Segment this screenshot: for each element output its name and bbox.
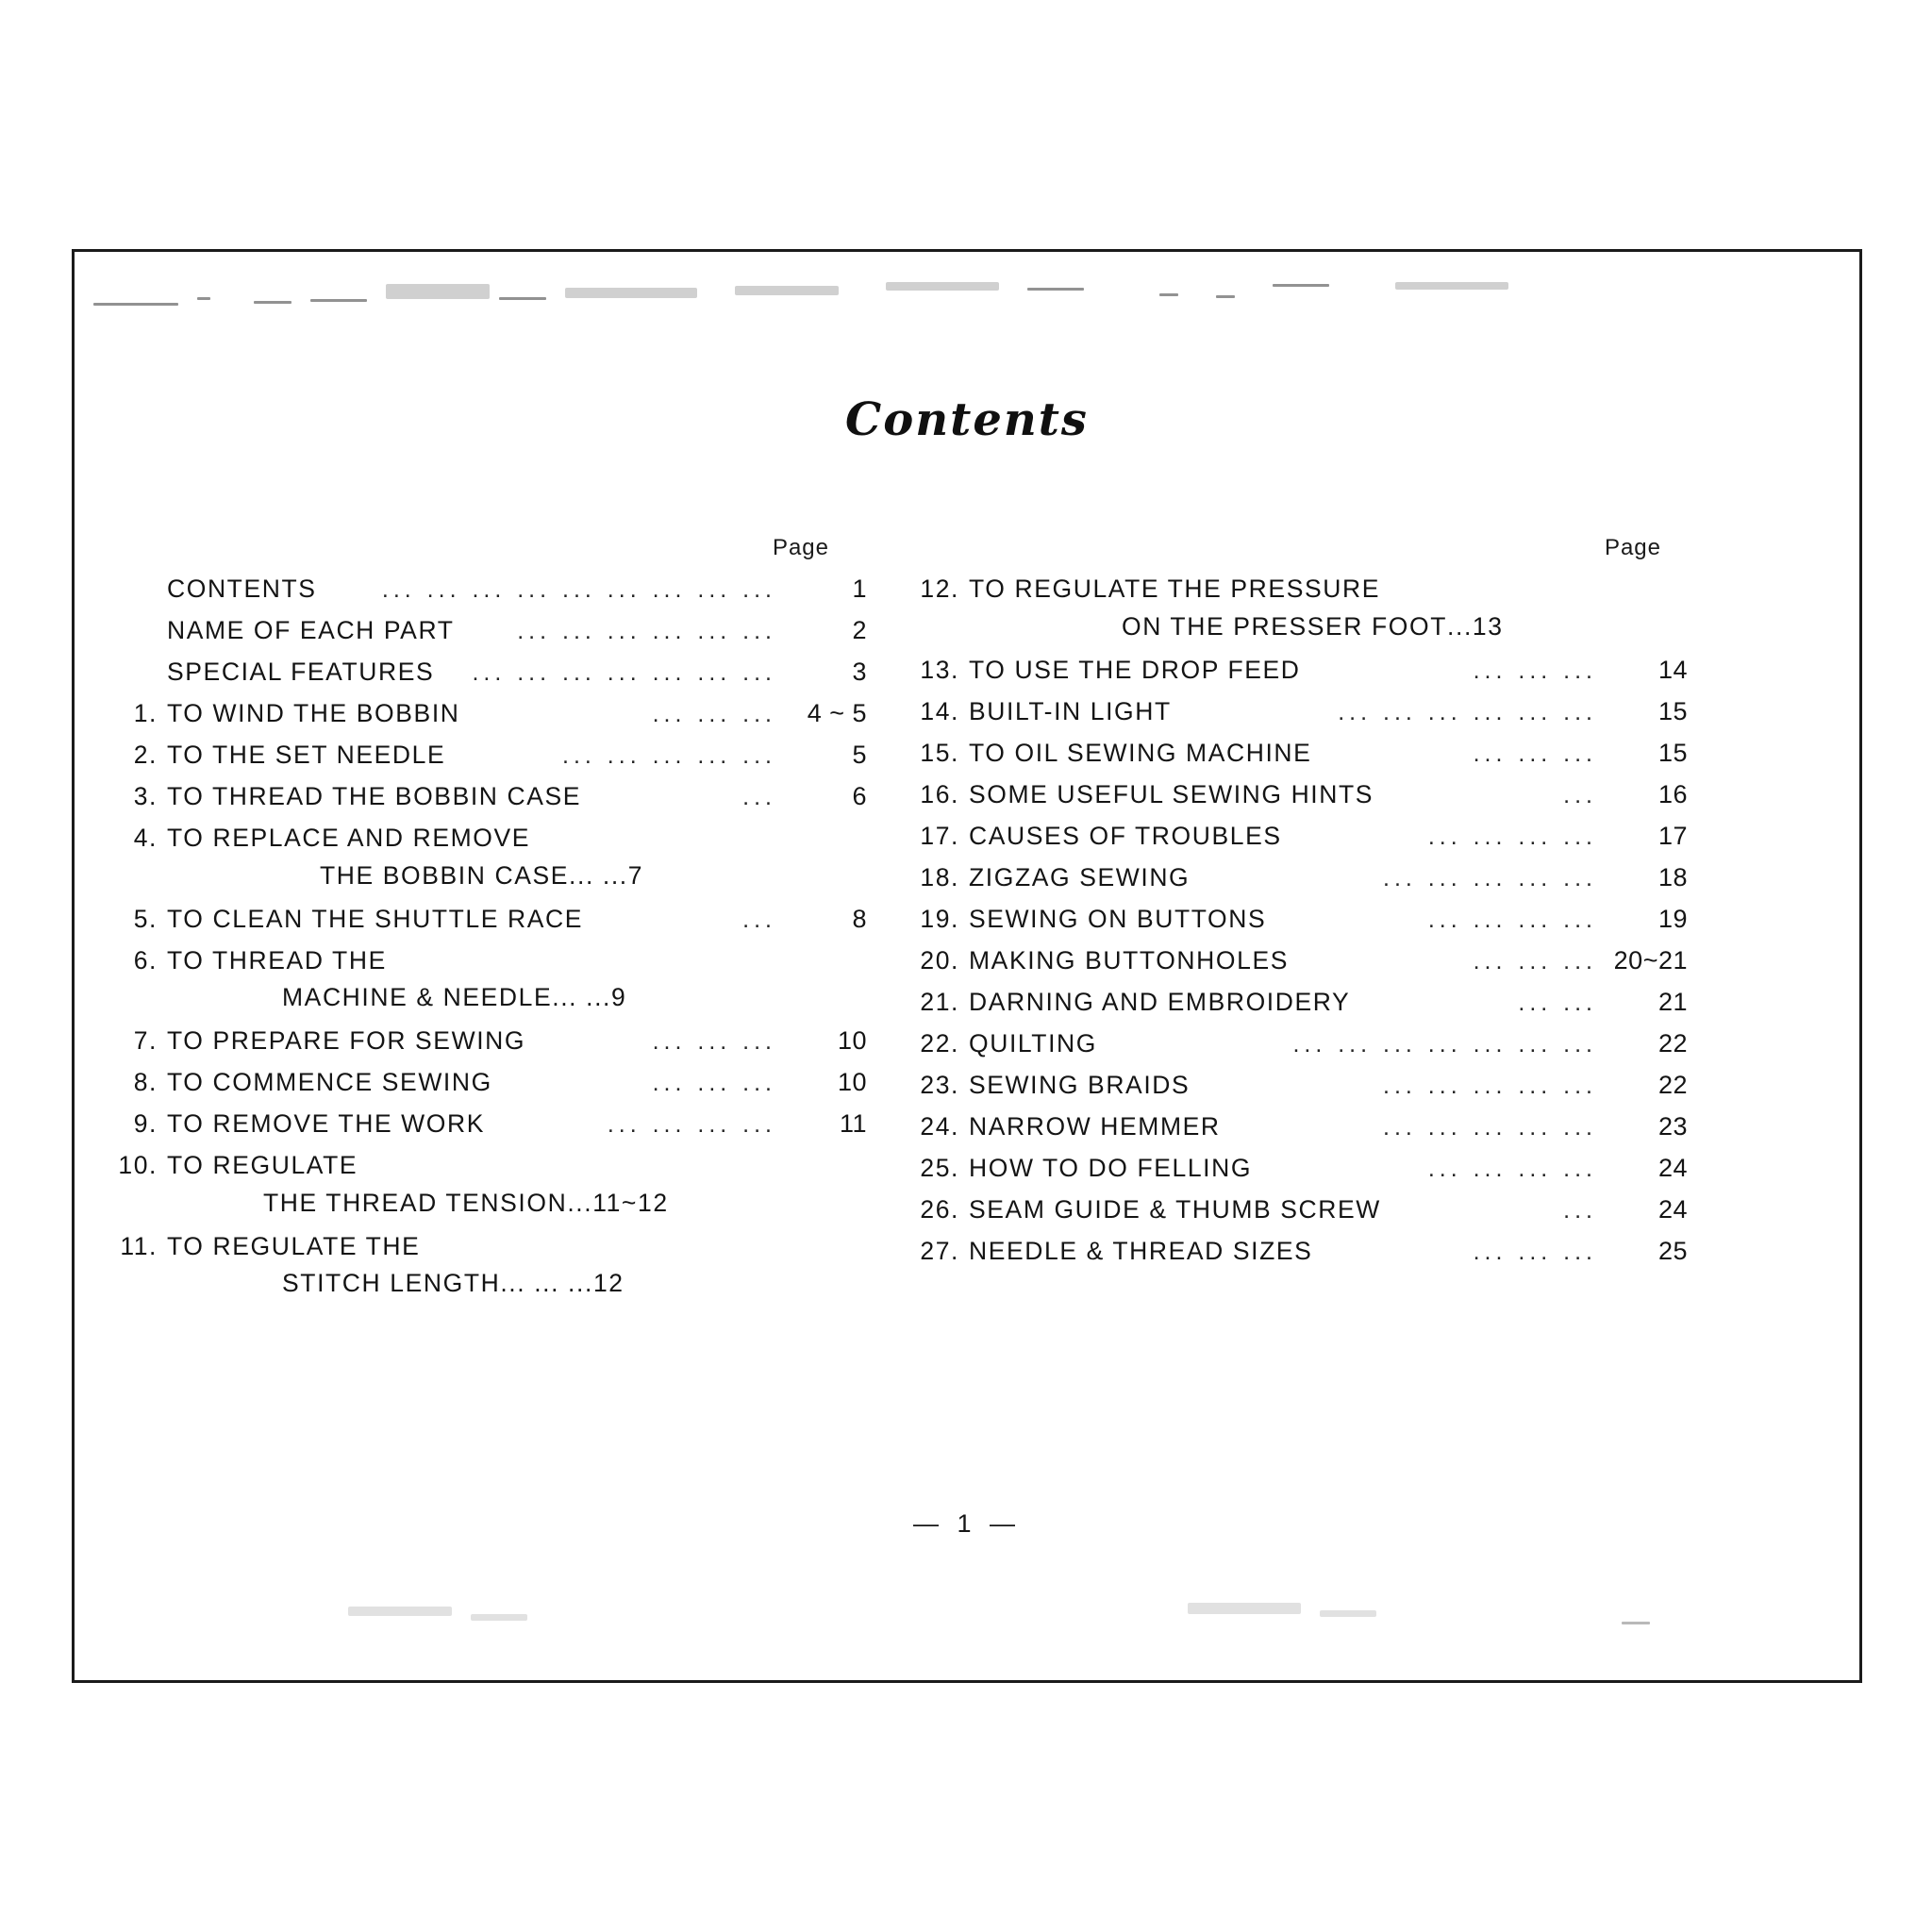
scan-artifact-top [75, 275, 1859, 341]
leader-dots: ... ... ... ... ... ... ... [1292, 1032, 1597, 1057]
entry-title: TO CLEAN THE SHUTTLE RACE [167, 904, 584, 933]
leader-dots: ... ... ... [1473, 1240, 1597, 1264]
leader-dots: ... ... ... [652, 1030, 776, 1054]
entry-number: 7. [133, 1026, 158, 1055]
list-item[interactable] [112, 1028, 867, 1054]
entry-title: TO OIL SEWING MACHINE [969, 738, 1312, 767]
entry-number: 17. [920, 821, 959, 850]
entry-number: 24. [920, 1111, 959, 1141]
leader-dots: ... ... [569, 860, 628, 890]
entry-page: 14 [1657, 655, 1688, 684]
entry-page: 9 [611, 983, 627, 1011]
entry-number: 20. [920, 945, 959, 974]
entry-number: 27. [920, 1236, 959, 1265]
entry-number: 14. [920, 696, 959, 725]
leader-dots: ... ... ... [652, 1072, 776, 1095]
entry-title: BUILT-IN LIGHT [969, 696, 1172, 725]
page-number-footer: — 1 — [912, 1509, 1022, 1538]
entry-page: 6 [852, 782, 867, 810]
scanned-page-sheet [72, 249, 1862, 1683]
entry-title: TO REGULATE THE PRESSURE [969, 575, 1380, 603]
entry-title: SOME USEFUL SEWING HINTS [969, 779, 1374, 808]
entry-title: TO USE THE DROP FEED [969, 655, 1301, 684]
entry-page: 5 [852, 741, 867, 769]
entry-title: MAKING BUTTONHOLES [969, 945, 1289, 974]
list-item[interactable] [914, 696, 1688, 725]
entry-page: 15 [1657, 696, 1688, 725]
list-item[interactable] [112, 742, 867, 768]
list-item[interactable] [112, 1153, 867, 1178]
leader-dots: ... ... ... ... [1427, 1157, 1597, 1181]
entry-page: 3 [852, 658, 867, 686]
leader-dots: ... ... ... ... ... [1383, 1115, 1597, 1140]
entry-page: 11 [839, 1109, 867, 1138]
entry-page: 25 [1657, 1236, 1688, 1265]
leader-dots: ... [1563, 1198, 1597, 1223]
contents-columns [75, 535, 1859, 1314]
entry-number: 9. [133, 1109, 158, 1138]
entry-title: CONTENTS [167, 575, 317, 603]
list-item[interactable] [914, 1153, 1688, 1182]
list-item[interactable] [914, 1236, 1688, 1265]
entry-page: 7 [627, 860, 644, 890]
entry-page: 24 [1657, 1194, 1688, 1224]
entry-number: 23. [920, 1070, 959, 1099]
entry-title: TO REGULATE [167, 1151, 358, 1179]
list-item[interactable] [112, 1111, 867, 1137]
list-item[interactable] [112, 1231, 867, 1260]
list-item[interactable] [914, 904, 1688, 933]
list-item[interactable] [914, 821, 1688, 850]
entry-title: HOW TO DO FELLING [969, 1153, 1253, 1182]
list-item[interactable] [112, 945, 867, 974]
entry-page: 24 [1657, 1153, 1688, 1182]
entry-title: NEEDLE & THREAD SIZES [969, 1236, 1313, 1265]
entry-number: 19. [920, 904, 959, 933]
entry-page: 4 ~ 5 [807, 699, 867, 727]
leader-dots: ... ... ... [1473, 949, 1597, 974]
entry-page: 10 [837, 1026, 867, 1055]
entry-number: 8. [133, 1068, 158, 1096]
entry-title: NAME OF EACH PART [167, 616, 455, 644]
leader-dots: ... ... ... ... ... [1383, 1074, 1597, 1098]
contents-column-left [112, 535, 867, 1314]
list-item[interactable] [112, 904, 867, 933]
entry-page: 8 [852, 904, 867, 933]
list-item-continuation[interactable] [112, 1189, 867, 1218]
leader-dots: ... ... ... ... [1427, 824, 1597, 849]
list-item[interactable] [914, 987, 1688, 1016]
entry-title: TO PREPARE FOR SEWING [167, 1026, 526, 1055]
entry-number: 4. [133, 824, 158, 852]
entry-number: 22. [920, 1028, 959, 1058]
entry-page: 12 [592, 1269, 625, 1297]
list-item[interactable] [914, 655, 1688, 684]
entry-title: SEWING BRAIDS [969, 1070, 1191, 1099]
entry-title: SEWING ON BUTTONS [969, 904, 1267, 933]
list-item-continuation[interactable] [914, 612, 1688, 641]
leader-dots: ... [1447, 611, 1473, 641]
entry-page: 20~21 [1613, 945, 1688, 974]
leader-dots: ... ... ... ... ... [1383, 866, 1597, 891]
entry-title: TO REMOVE THE WORK [167, 1109, 486, 1138]
entry-title-line2: MACHINE & NEEDLE [282, 983, 553, 1011]
list-item[interactable] [112, 784, 867, 809]
entry-title: TO THE SET NEEDLE [167, 741, 446, 769]
leader-dots: ... ... ... [500, 1269, 593, 1297]
list-item[interactable] [914, 1070, 1688, 1099]
list-item[interactable] [112, 1070, 867, 1095]
entry-page: 22 [1657, 1028, 1688, 1058]
list-item[interactable] [914, 738, 1688, 767]
entry-title: QUILTING [969, 1028, 1097, 1058]
entry-page: 18 [1657, 862, 1688, 891]
entry-page: 17 [1657, 821, 1688, 850]
leader-dots: ... ... ... ... ... ... [517, 620, 776, 643]
leader-dots: ... ... ... ... ... ... [1338, 700, 1597, 724]
entry-title-line2: ON THE PRESSER FOOT [1122, 611, 1448, 641]
entry-number: 21. [920, 987, 959, 1016]
entry-page: 16 [1657, 779, 1688, 808]
leader-dots: ... ... ... [652, 703, 776, 726]
list-item[interactable] [112, 825, 867, 851]
entry-title: TO REGULATE THE [167, 1231, 421, 1260]
list-item[interactable] [914, 1194, 1688, 1224]
entry-number: 25. [920, 1153, 959, 1182]
leader-dots: ... ... ... ... ... ... ... [472, 661, 776, 685]
page-title: Contents [845, 393, 1089, 446]
entry-title: SPECIAL FEATURES [167, 658, 435, 686]
leader-dots: ... [742, 786, 776, 809]
leader-dots: ... [567, 1188, 593, 1217]
entry-title: TO WIND THE BOBBIN [167, 699, 460, 727]
list-item[interactable] [112, 701, 867, 726]
leader-dots: ... [1563, 783, 1597, 808]
entry-title: SEAM GUIDE & THUMB SCREW [969, 1194, 1381, 1224]
entry-page: 22 [1657, 1070, 1688, 1099]
list-item[interactable] [914, 862, 1688, 891]
leader-dots: ... ... ... ... [607, 1113, 776, 1137]
list-item[interactable] [914, 1028, 1688, 1058]
entry-title-line2: STITCH LENGTH [282, 1269, 501, 1297]
entry-page: 11~12 [592, 1188, 669, 1217]
entry-number: 26. [920, 1194, 959, 1224]
entry-page: 15 [1657, 738, 1688, 767]
page-column-header-left: Page [772, 535, 829, 560]
entry-number: 2. [133, 741, 158, 769]
entry-page: 2 [852, 616, 867, 644]
entry-page: 1 [852, 575, 867, 603]
list-item[interactable] [914, 945, 1688, 974]
list-item[interactable] [112, 659, 867, 685]
entry-number: 15. [920, 738, 959, 767]
entry-title: TO COMMENCE SEWING [167, 1068, 492, 1096]
entry-page: 23 [1657, 1111, 1688, 1141]
entry-page: 19 [1657, 904, 1688, 933]
leader-dots: ... ... ... [1473, 741, 1597, 766]
list-item-continuation[interactable] [112, 861, 867, 891]
entry-page: 21 [1657, 987, 1688, 1016]
entry-number: 10. [118, 1151, 158, 1179]
entry-title: TO THREAD THE [167, 945, 387, 974]
entry-number: 6. [133, 945, 158, 974]
list-item-continuation[interactable] [112, 983, 867, 1012]
leader-dots: ... ... [552, 983, 611, 1011]
entry-title-line2: THE THREAD TENSION [263, 1188, 568, 1217]
entry-number: 12. [920, 575, 959, 603]
leader-dots: ... ... ... ... ... [562, 744, 776, 768]
contents-column-right [914, 535, 1688, 1314]
entry-title: CAUSES OF TROUBLES [969, 821, 1282, 850]
entry-page: 13 [1472, 611, 1504, 641]
entry-number: 13. [920, 655, 959, 684]
entry-title-line2: THE BOBBIN CASE [320, 860, 570, 890]
entry-title: TO REPLACE AND REMOVE [167, 824, 531, 852]
leader-dots: ... ... [1518, 991, 1597, 1015]
entry-title: DARNING AND EMBROIDERY [969, 987, 1351, 1016]
entry-number: 18. [920, 862, 959, 891]
list-item[interactable] [112, 618, 867, 643]
page-column-header-right: Page [1604, 535, 1661, 560]
entry-number: 5. [133, 904, 158, 933]
leader-dots: ... [742, 908, 776, 932]
entry-page: 10 [837, 1068, 867, 1096]
entry-title: TO THREAD THE BOBBIN CASE [167, 782, 582, 810]
entry-number: 11. [120, 1231, 158, 1260]
list-item[interactable] [914, 1111, 1688, 1141]
list-item[interactable] [914, 779, 1688, 808]
entry-number: 16. [920, 779, 959, 808]
entry-title: ZIGZAG SEWING [969, 862, 1191, 891]
entry-number: 1. [133, 699, 158, 727]
leader-dots: ... ... ... ... [1427, 908, 1597, 932]
list-item-continuation[interactable] [112, 1269, 867, 1298]
leader-dots: ... ... ... ... ... ... ... ... ... [381, 578, 776, 602]
list-item[interactable] [112, 576, 867, 602]
list-item[interactable] [914, 576, 1688, 602]
entry-number: 3. [133, 782, 158, 810]
scan-artifact-bottom [75, 1590, 1859, 1646]
entry-title: NARROW HEMMER [969, 1111, 1221, 1141]
leader-dots: ... ... ... [1473, 658, 1597, 683]
